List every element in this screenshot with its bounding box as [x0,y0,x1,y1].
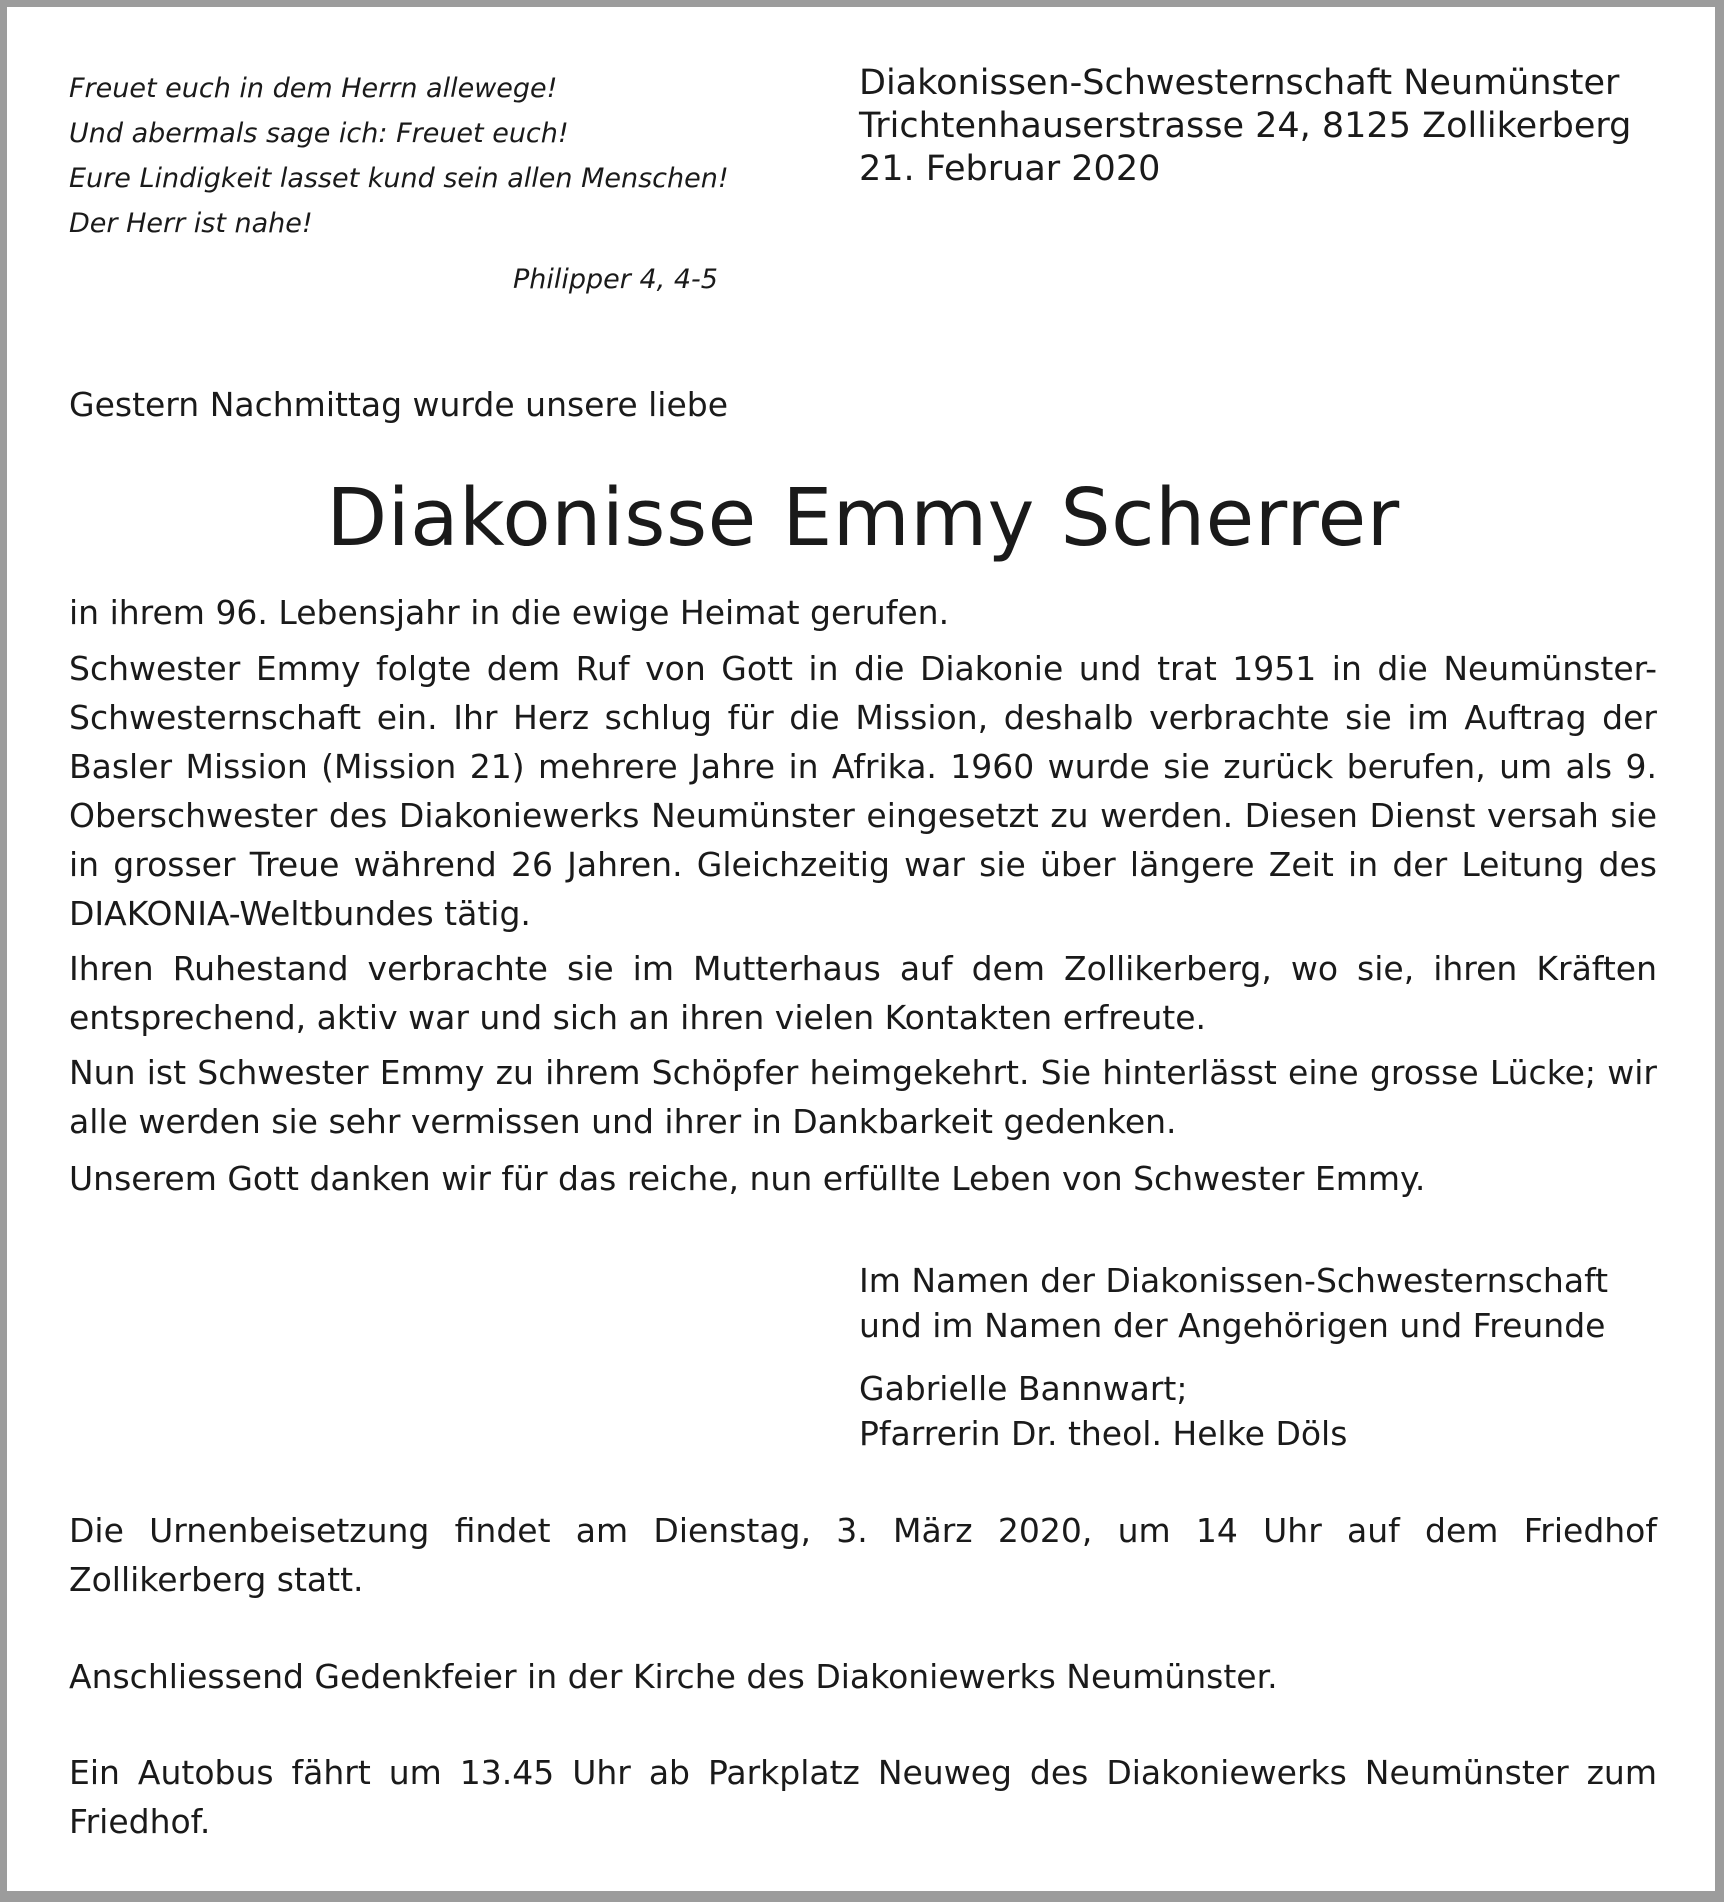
deceased-name: Diakonisse Emmy Scherrer [326,472,1400,564]
paragraph: Schwester Emmy folgte dem Ruf von Gott in die Diakonie und trat 1951 in die Neumünster-Schwesternschaft ein. Ihr Herz schlug für die Mission, deshalb verbrachte sie im Auftrag der Basler Mission (Mission 21) mehrere Jahre in Afrika. 1960 wurde sie zurück berufen, um als 9. Oberschwester des Diakoniewerks Neumünster eingesetzt zu werden. Diesen Dienst versah sie in grosser Treue während 26 Jahren. Gleichzeitig war sie über längere Zeit in der Leitung des DIAKONIA-Weltbundes tätig. [69,649,1657,933]
verse-line: Und abermals sage ich: Freuet euch! [69,118,569,149]
verse-line: Freuet euch in dem Herrn allewege! [69,73,558,104]
verse-reference: Philipper 4, 4-5 [513,264,718,295]
organization-name: Diakonissen-Schwesternschaft Neumünster [859,63,1620,103]
burial-notice: Die Urnenbeisetzung findet am Dienstag, 3. März 2020, um 14 Uhr auf dem Friedhof Zollikerberg statt. [69,1511,1657,1599]
verse-line: Der Herr ist nahe! [69,208,313,239]
paragraph: Nun ist Schwester Emmy zu ihrem Schöpfer heimgekehrt. Sie hinterlässt eine grosse Lücke; wir alle werden sie sehr vermissen und ihrer in Dankbarkeit gedenken. [69,1053,1657,1141]
paragraph: in ihrem 96. Lebensjahr in die ewige Heimat gerufen. [69,593,950,632]
organization-address: Trichtenhauserstrasse 24, 8125 Zollikerberg [859,106,1632,146]
signature-line: und im Namen der Angehörigen und Freunde [859,1306,1606,1345]
paragraph: Ihren Ruhestand verbrachte sie im Mutterhaus auf dem Zollikerberg, wo sie, ihren Kräften entsprechend, aktiv war und sich an ihren vielen Kontakten erfreute. [69,949,1657,1037]
paragraph: Unserem Gott danken wir für das reiche, nun erfüllte Leben von Schwester Emmy. [69,1159,1426,1198]
organization-header [859,62,1631,191]
signature-name: Gabrielle Bannwart; [859,1369,1188,1408]
bible-verse [69,66,729,246]
verse-line: Eure Lindigkeit lasset kund sein allen Menschen! [69,163,729,194]
signature-on-behalf [859,1258,1608,1348]
memorial-notice: Anschliessend Gedenkfeier in der Kirche des Diakoniewerks Neumünster. [69,1657,1278,1696]
signature-line: Im Namen der Diakonissen-Schwesternschaft [859,1261,1609,1300]
notice-date: 21. Februar 2020 [859,149,1161,189]
signature-name: Pfarrerin Dr. theol. Helke Döls [859,1414,1348,1453]
signature-names [859,1366,1347,1456]
bus-notice: Ein Autobus fährt um 13.45 Uhr ab Parkplatz Neuweg des Diakoniewerks Neumünster zum Friedhof. [69,1753,1657,1841]
intro-text: Gestern Nachmittag wurde unsere liebe [69,385,729,424]
